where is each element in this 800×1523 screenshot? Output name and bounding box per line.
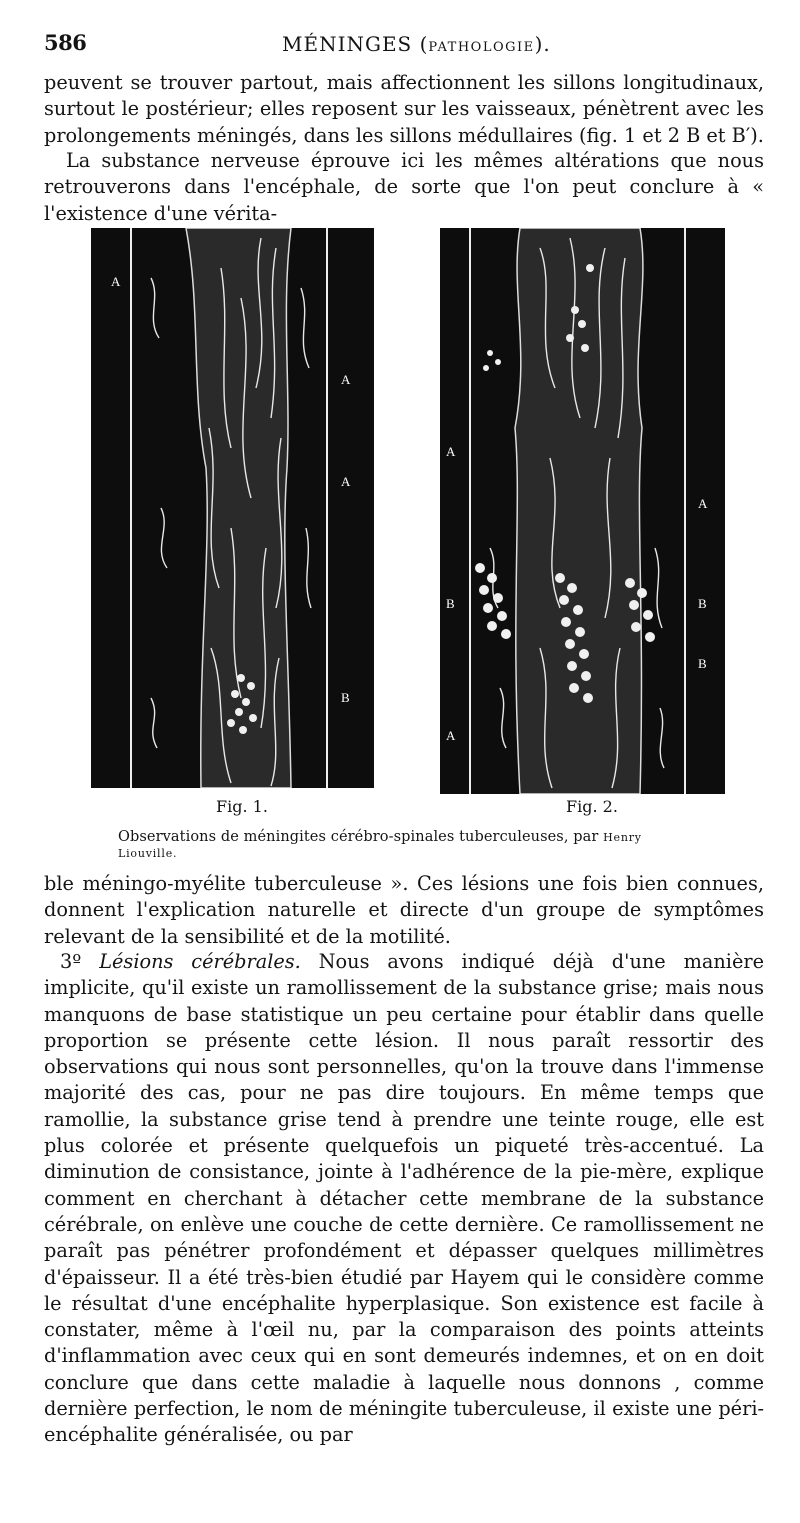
paragraph-3-text: ble méningo-myélite tuberculeuse ». Ces lésions une fois bien connues, donnent l'explication naturelle et directe d'un groupe de symptômes relevant de la sensibilité et de la motilité.	[44, 872, 764, 948]
paragraph-2	[44, 148, 764, 227]
section-heading: Lésions cérébrales.	[99, 950, 301, 973]
paragraph-3	[44, 871, 764, 950]
fig2-letter-a-left1: A	[446, 444, 456, 459]
section-number: 3º	[60, 950, 100, 973]
figure-1-illustration	[91, 228, 374, 788]
paragraph-4-text: Nous avons indiqué déjà d'une manière implicite, qu'il existe un ramollissement de la substance grise; mais nous manquons de base statistique un peu certaine pour établir dans quelle proportion se présente cette lésion. Il nous paraît ressortir des observations qui nous sont personnelles, qu'on la trouve dans l'immense majorité des cas, pour ne pas dire toujours. En même temps que ramollie, la substance grise tend à prendre une teinte rouge, elle est plus colorée et présente quelquefois un piqueté très-accentué. La diminution de consistance, jointe à l'adhérence de la pie-mère, explique comment en cherchant à détacher cette membrane de la substance cérébrale, on enlève une couche de cette dernière. Ce ramollissement ne paraît pas pénétrer profondément et dépasser quelques millimètres d'épaisseur. Il a été très-bien étudié par Hayem qui le considère comme le résultat d'une encéphalite hyperplasique. Son existence est facile à constater, même à l'œil nu, par la comparaison des points atteints d'inflammation avec ceux qui en sont demeurés indemnes, et on en doit conclure que dans cette maladie à laquelle nous donnons , comme dernière perfection, le nom de méningite tuberculeuse, il existe une péri-encéphalite généralisée, ou par	[44, 950, 764, 1447]
running-head-main: MÉNINGES (	[282, 32, 429, 56]
running-head-small: PATHOLOGIE	[428, 40, 535, 55]
fig2-letter-a-left2: A	[446, 728, 456, 743]
caption-main: Observations de méningites cérébro-spinales tuberculeuses, par	[118, 829, 604, 845]
fig2-letter-a-right: A	[698, 496, 708, 511]
fig1-letter-a-right1: A	[341, 372, 351, 387]
fig2-letter-b-left: B	[446, 596, 455, 611]
running-head-end: ).	[534, 32, 551, 56]
fig2-letter-b-right2: B	[698, 656, 707, 671]
caption-author: Henry Liouville.	[118, 831, 642, 860]
fig2-letter-b-right1: B	[698, 596, 707, 611]
paragraph-2-text: La substance nerveuse éprouve ici les mêmes altérations que nous retrouverons dans l'encéphale, de sorte que l'on peut conclure à « l'existence d'une vérita-	[44, 149, 764, 225]
figure-2-label: Fig. 2.	[566, 797, 618, 816]
figure-2-illustration	[440, 228, 725, 794]
paragraph-1-text: peuvent se trouver partout, mais affectionnent les sillons longitudinaux, surtout le postérieur; elles reposent sur les vaisseaux, pénètrent avec les prolongements méningés, dans les sillons médullaires (fig. 1 et 2 B et B′).	[44, 71, 764, 147]
paragraph-4	[44, 949, 764, 1449]
figure-caption	[118, 829, 698, 861]
figure-1-label: Fig. 1.	[216, 797, 268, 816]
paragraph-1	[44, 70, 764, 149]
fig1-letter-a-top: A	[111, 274, 121, 289]
fig1-letter-b: B	[341, 690, 350, 705]
running-head	[282, 32, 551, 56]
fig1-letter-a-right2: A	[341, 474, 351, 489]
page-number: 586	[44, 30, 87, 55]
